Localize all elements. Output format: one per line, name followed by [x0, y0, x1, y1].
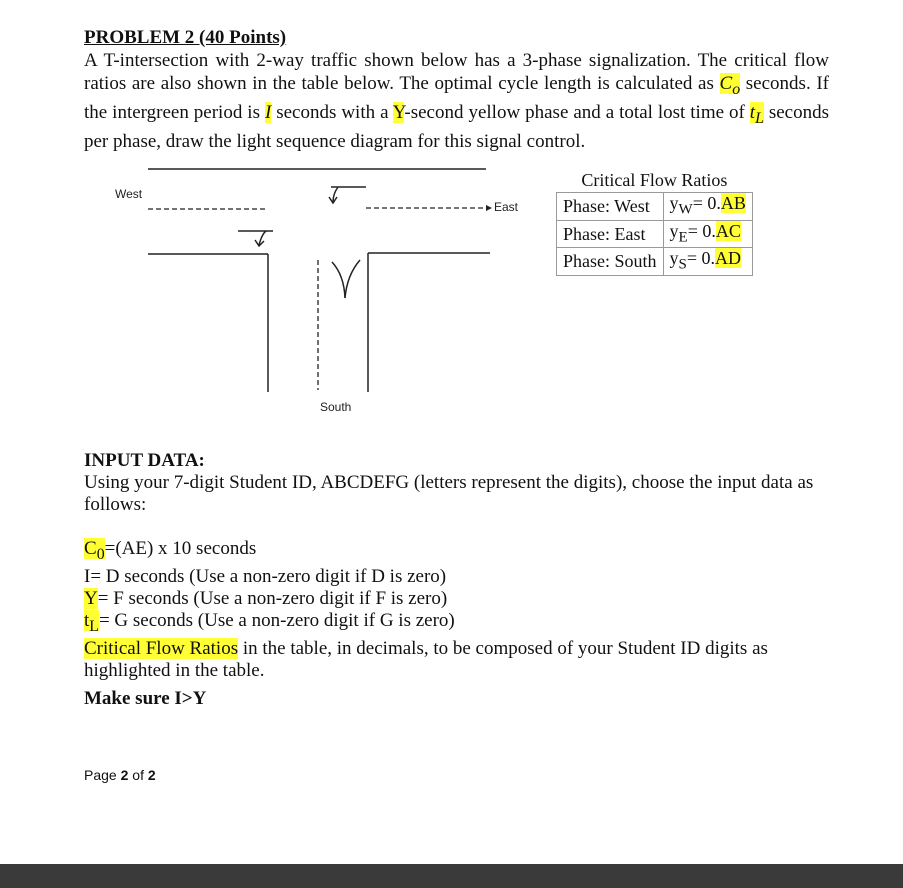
flow-ratio-table: [556, 192, 753, 276]
ratio-cell: $y_E= 0.AC$: [663, 220, 752, 248]
southbound-movement-icon: [332, 260, 360, 298]
page-number: 2: [120, 767, 129, 783]
page-total: 2: [147, 767, 156, 783]
east-label: East: [494, 200, 519, 214]
phase-cell: Phase: East: [557, 220, 664, 248]
table-title: Critical Flow Ratios: [581, 170, 728, 190]
problem-statement: [84, 49, 829, 153]
critical-flow-ratios-table: [556, 170, 753, 276]
highlighted-digits: AB: [720, 193, 746, 213]
problem-text-4: -second yellow phase and a total lost time of: [404, 101, 750, 123]
intergreen-symbol: I: [264, 101, 272, 123]
cfr-line: Critical Flow Ratios in the table, in decimals, to be composed of your Student ID digits as highlighted in the table.: [84, 637, 768, 681]
co-letter: C: [719, 73, 733, 94]
bottom-taskbar: [0, 864, 903, 888]
make-sure-note: Make sure I>Y: [84, 688, 207, 709]
table-row: [557, 248, 753, 276]
problem-section: [84, 26, 829, 153]
co-line: $C_0=(AE)$ x 10 seconds: [84, 538, 257, 563]
page-footer: Page 2 of 2: [84, 767, 156, 783]
input-data-title: INPUT DATA:: [84, 450, 205, 471]
south-label: South: [320, 400, 352, 414]
t-intersection-diagram: [0, 150, 540, 425]
input-intro: Using your 7-digit Student ID, ABCDEFG (letters represent the digits), choose the input data as follows:: [84, 472, 814, 515]
lost-time-symbol: $t_L$: [749, 101, 764, 127]
problem-title: PROBLEM 2 (40 Points): [84, 27, 287, 48]
phase-cell: Phase: West: [557, 193, 664, 221]
problem-text-2: seconds. If the intergreen period is: [84, 73, 829, 123]
westbound-movement-icon: [329, 187, 366, 203]
problem-text-3: seconds with a: [271, 101, 393, 123]
problem-text-1: A T-intersection with 2-way traffic shown below has a 3-phase signalization. The critical flow ratios are also shown in the table below. The optimal cycle length is calculated as: [84, 50, 829, 94]
highlighted-digits: AD: [715, 248, 742, 269]
yellow-symbol: Y: [392, 101, 405, 123]
tl-line: $t_L= G$ seconds (Use a non-zero digit if G is zero): [84, 609, 455, 635]
co-subscript: o: [732, 80, 741, 98]
i-line: I= D seconds (Use a non-zero digit if D is zero): [84, 565, 447, 587]
intersection-svg: [0, 150, 540, 420]
input-data-section: [84, 450, 829, 682]
ratio-cell: $y_S= 0.AD$: [663, 248, 752, 276]
west-label: West: [115, 187, 143, 201]
table-row: [557, 220, 753, 248]
phase-cell: Phase: South: [557, 248, 664, 276]
ratio-cell: $y_W= 0.AB$: [663, 193, 752, 221]
cycle-length-symbol: [719, 73, 741, 98]
highlighted-digits: AC: [715, 220, 741, 241]
table-row: [557, 193, 753, 221]
eastbound-movement-icon: [238, 231, 273, 246]
y-line: Y= F seconds (Use a non-zero digit if F is zero): [84, 587, 448, 609]
east-arrow-tip: [486, 205, 492, 211]
problem-text-5: seconds per phase, draw the light sequence diagram for this signal control.: [84, 101, 830, 152]
